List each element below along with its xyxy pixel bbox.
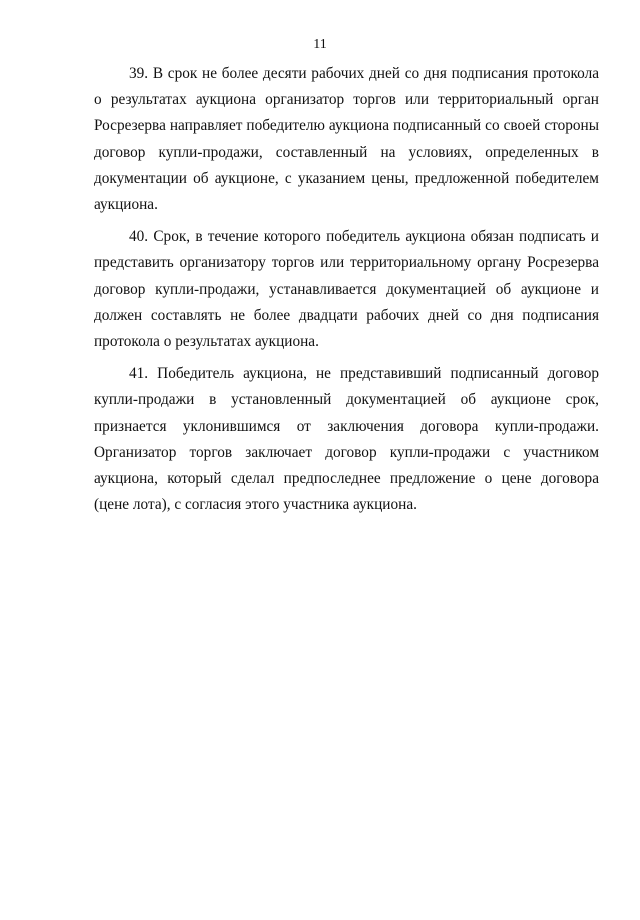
paragraph-number: 40.: [129, 228, 149, 246]
paragraph-41: [94, 361, 599, 518]
paragraph-39: [94, 61, 599, 218]
paragraph-text: В срок не более десяти рабочих дней со дня подписания протокола о результатах аукциона организатор торгов или территориальный орган Росрезерва направляет победителю аукциона подписанный со своей стороны договор купли-продажи, составленный на условиях, определенных в документации об аукционе, с указанием цены, предложенной победителем аукциона.: [94, 65, 599, 214]
paragraph-number: 39.: [129, 65, 149, 82]
paragraph-40: [94, 224, 599, 355]
paragraph-text: Победитель аукциона, не представивший подписанный договор купли-продажи в установленный документацией об аукционе срок, признается уклонившимся от заключения договора купли-продажи. Организатор торгов заключает договор купли-продажи с участником аукциона, который сделал предпоследнее предложение о цене договора (цене лота), с согласия этого участника аукциона.: [94, 365, 599, 514]
paragraph-text: Срок, в течение которого победитель аукциона обязан подписать и представить организатору торгов или территориальному органу Росрезерва договор купли-продажи, устанавливается документацией об аукционе и должен составлять не более двадцати рабочих дней со дня подписания протокола о результатах аукциона.: [94, 228, 599, 351]
document-body: [94, 61, 599, 524]
paragraph-number: 41.: [129, 365, 149, 383]
page-number: 11: [313, 37, 327, 52]
